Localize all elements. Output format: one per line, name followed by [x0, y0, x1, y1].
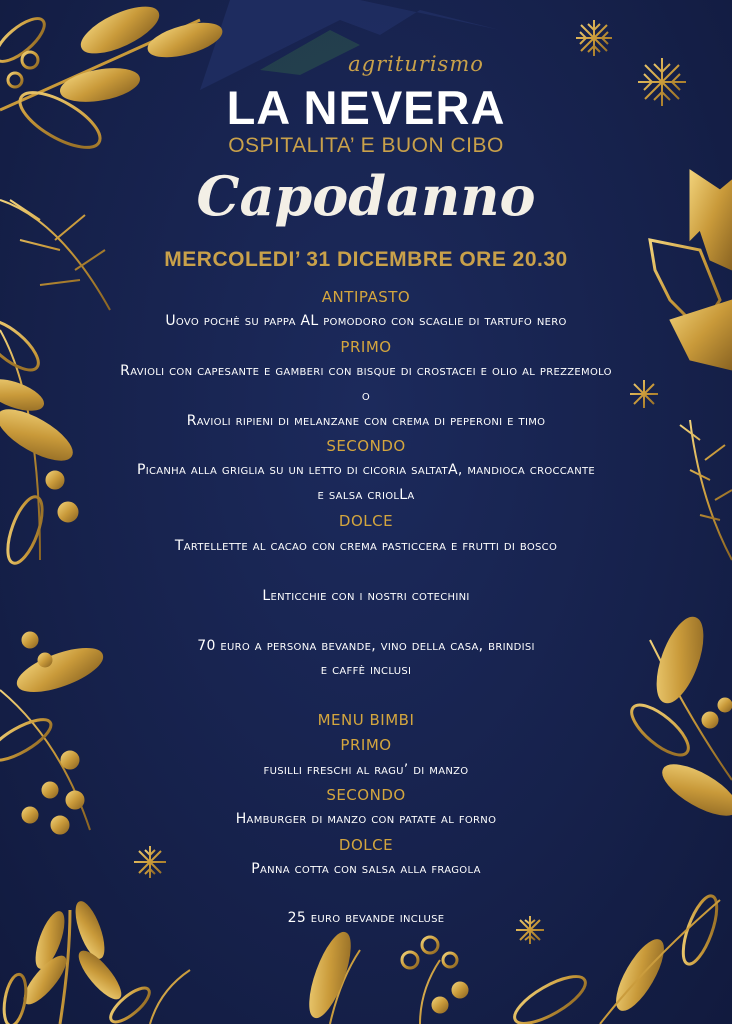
dolce-dish: Tartellette al cacao con crema pasticcera e frutti di bosco	[174, 538, 558, 554]
antipasto-heading: ANTIPASTO	[321, 288, 411, 306]
kids-dolce-dish: Panna cotta con salsa alla fragola	[251, 861, 481, 877]
event-date: MERCOLEDI’ 31 DICEMBRE ORE 20.30	[164, 248, 568, 271]
kids-primo-dish: fusilli freschi al ragu’ di manzo	[263, 762, 469, 778]
secondo-heading: SECONDO	[326, 437, 406, 455]
primo-or: o	[361, 388, 371, 404]
price-line-2: e caffè inclusi	[320, 662, 412, 678]
primo-heading: PRIMO	[340, 338, 392, 356]
secondo-dish-line-2: e salsa criolLa	[317, 487, 415, 503]
primo-dish-2: Ravioli ripieni di melanzane con crema di peperoni e timo	[186, 413, 546, 429]
kids-secondo-heading: SECONDO	[326, 786, 406, 804]
kids-price: 25 euro bevande incluse	[287, 910, 445, 926]
kids-secondo-dish: Hamburger di manzo con patate al forno	[235, 811, 497, 827]
primo-dish-1: Ravioli con capesante e gamberi con bisque di crostacei e olio al prezzemolo	[120, 363, 612, 379]
extra-dish: Lenticchie con i nostri cotechini	[262, 588, 470, 604]
kids-primo-heading: PRIMO	[340, 736, 392, 754]
snowflake-icon	[134, 20, 686, 944]
venue-tagline: OSPITALITA’ E BUON CIBO	[228, 134, 504, 157]
kids-menu-heading: MENU BIMBI	[317, 711, 415, 729]
event-title: Capodanno	[196, 164, 536, 228]
kids-dolce-heading: DOLCE	[338, 836, 394, 854]
dolce-heading: DOLCE	[338, 512, 394, 530]
venue-name: LA NEVERA	[226, 81, 506, 134]
secondo-dish-line-1: Picanha alla griglia su un letto di cicoria saltatA, mandioca croccante	[136, 462, 596, 478]
antipasto-dish: Uovo pochè su pappa AL pomodoro con scaglie di tartufo nero	[165, 313, 567, 329]
venue-subtitle: agriturismo	[348, 52, 484, 76]
mountain-silhouette-icon	[200, 0, 500, 90]
price-line-1: 70 euro a persona bevande, vino della casa, brindisi	[197, 638, 535, 654]
